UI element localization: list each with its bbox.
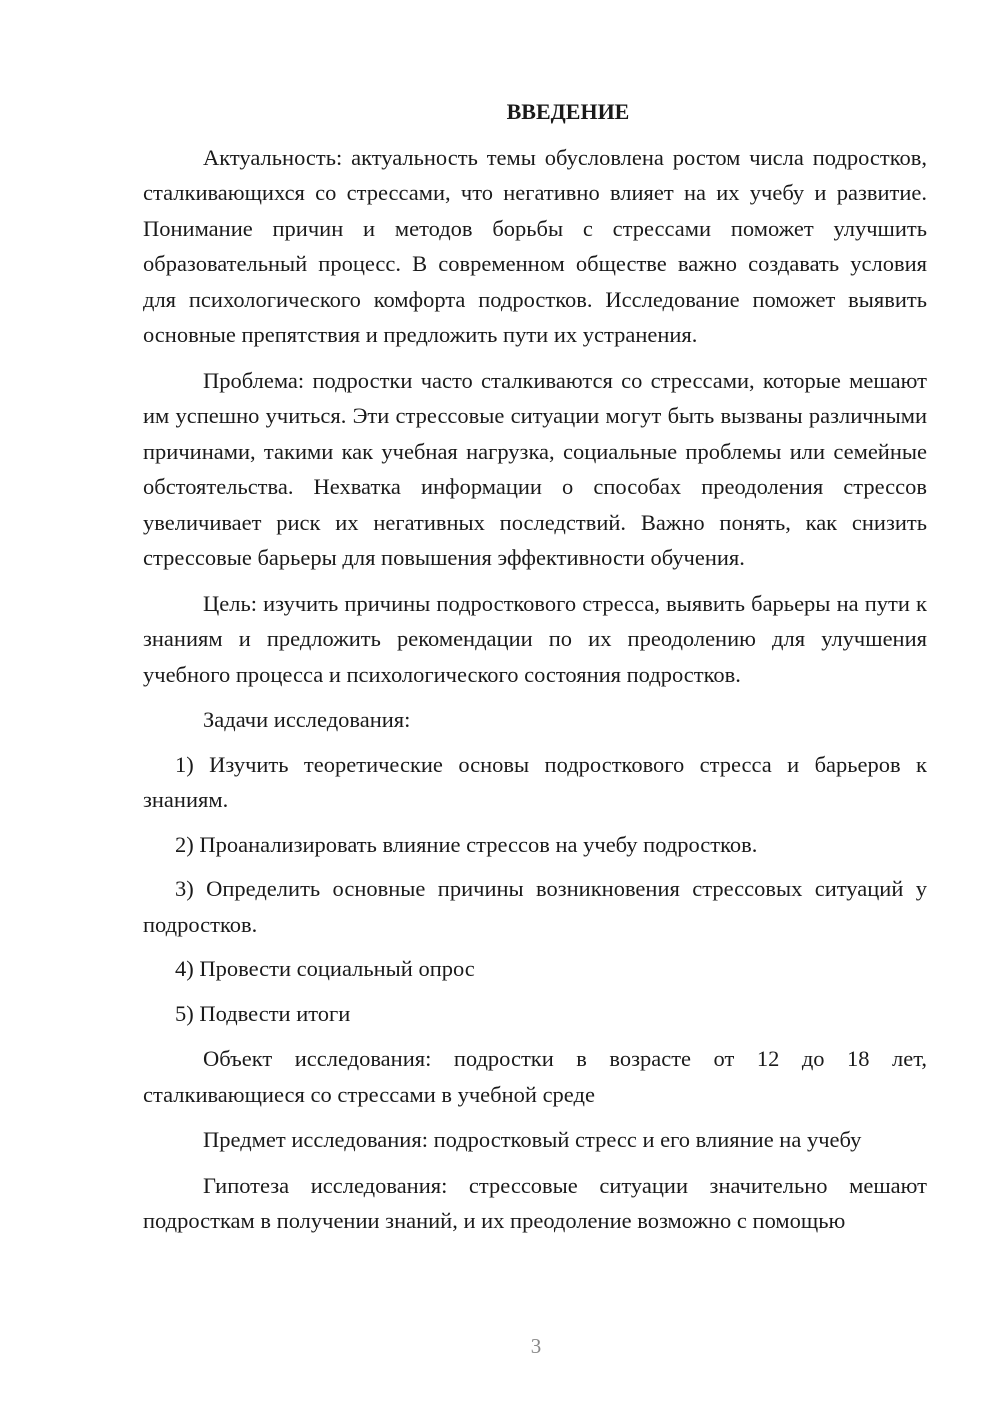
- task-item-1: 1) Изучить теоретические основы подросткового стресса и барьеров к знаниям.: [143, 751, 927, 812]
- page-content: [143, 94, 927, 1239]
- tasks-list: [143, 747, 927, 1032]
- task-item-3: 3) Определить основные причины возникновения стрессовых ситуаций у подростков.: [143, 876, 927, 937]
- task-item-4: 4) Провести социальный опрос: [175, 956, 475, 981]
- paragraph-object: Объект исследования: подростки в возрасте от 12 до 18 лет, сталкивающиеся со стрессами в учебной среде: [143, 1046, 927, 1107]
- page-title: ВВЕДЕНИЕ: [506, 99, 630, 124]
- page-number: 3: [530, 1334, 542, 1358]
- task-item-2: 2) Проанализировать влияние стрессов на учебу подростков.: [175, 831, 758, 857]
- paragraph-subject: Предмет исследования: подростковый стресс и его влияние на учебу: [203, 1127, 862, 1152]
- paragraph-problem: Проблема: подростки часто сталкиваются со стрессами, которые мешают им успешно учиться. Эти стрессовые ситуации могут быть вызваны различными причинами, такими как учебная нагрузка, социальные проблемы или семейные обстоятельства. Нехватка информации о способах преодоления стрессов увеличивает риск их негативных последствий. Важно понять, как снизить стрессовые барьеры для повышения эффективности обучения.: [143, 367, 927, 570]
- task-item-5: 5) Подвести итоги: [175, 1000, 351, 1026]
- paragraph-hypothesis: Гипотеза исследования: стрессовые ситуации значительно мешают подросткам в получении знаний, и их преодоление возможно с помощью: [143, 1172, 927, 1233]
- tasks-heading: Задачи исследования:: [203, 707, 411, 732]
- paragraph-goal: Цель: изучить причины подросткового стресса, выявить барьеры на пути к знаниям и предложить рекомендации по их преодолению для улучшения учебного процесса и психологического состояния подростков.: [143, 590, 927, 687]
- paragraph-relevance: Актуальность: актуальность темы обусловлена ростом числа подростков, сталкивающихся со стрессами, что негативно влияет на их учебу и развитие. Понимание причин и методов борьбы с стрессами поможет улучшить образовательный процесс. В современном обществе важно создавать условия для психологического комфорта подростков. Исследование поможет выявить основные препятствия и предложить пути их устранения.: [143, 144, 927, 347]
